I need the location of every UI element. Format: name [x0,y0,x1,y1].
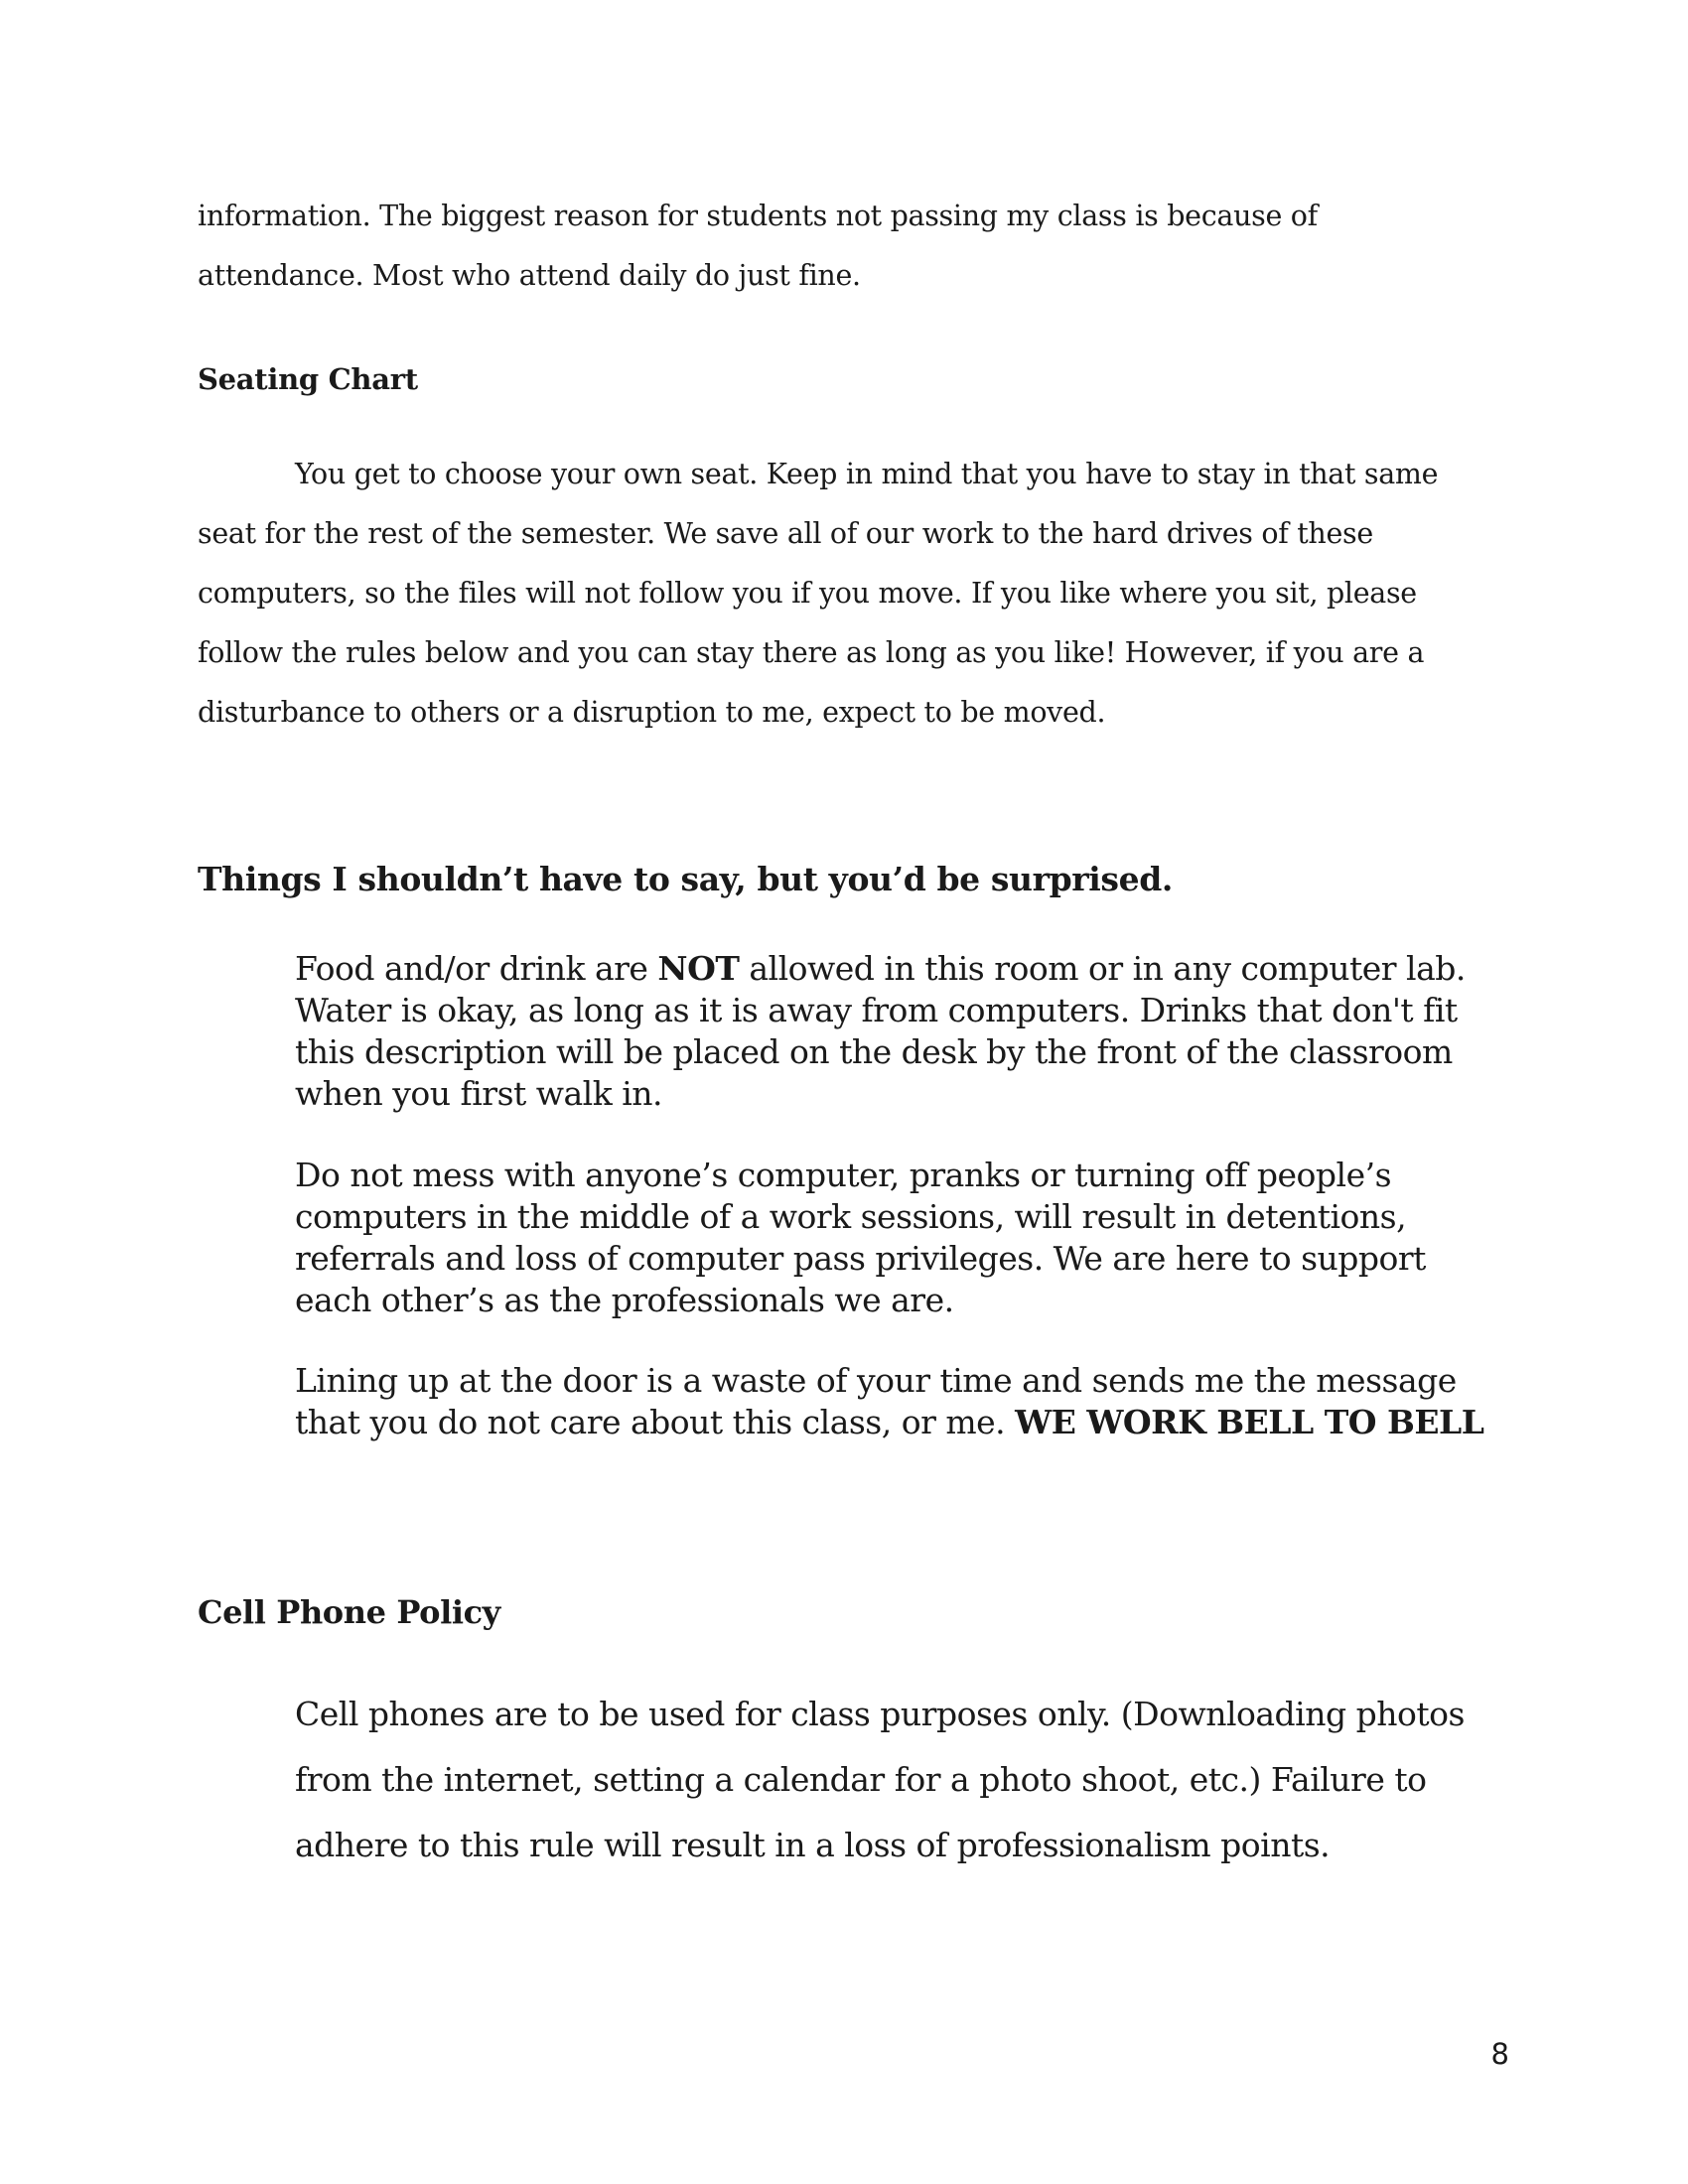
rule-computers: Do not mess with anyone’s computer, pranks or turning off people’s computers in the middle of a work sessions, will result in detentions, referrals and loss of computer pass privileges. We are here to support each other’s as the professionals we are. [295,1156,1426,1319]
seating-chart-paragraph: You get to choose your own seat. Keep in mind that you have to stay in that same seat for the rest of the semester. We save all of our work to the hard drives of these computers, so the files will not follow you if you move. If you like where you sit, please follow the rules below and you can stay there as long as you like! However, if you are a disturbance to others or a disruption to me, expect to be moved. [198,458,1439,729]
seating-chart-heading: Seating Chart [198,362,418,396]
rule-food-drink-text-after: allowed in this room or in any computer lab. Water is okay, as long as it is away from computers. Drinks that don't fit this description will be placed on the desk by the front of the classroom when you first walk in. [295,949,1466,1113]
cell-phone-heading: Cell Phone Policy [198,1593,500,1631]
rule-lining-up-text: Lining up at the door is a waste of your time and sends me the message that you do not care about this class, or me. [295,1361,1457,1441]
intro-paragraph: information. The biggest reason for students not passing my class is because of attendance. Most who attend daily do just fine. [198,200,1318,292]
rule-lining-up [295,1360,1491,1443]
cell-phone-paragraph: Cell phones are to be used for class purposes only. (Downloading photos from the internet, setting a calendar for a photo shoot, etc.) Failure to adhere to this rule will result in a loss of professionalism points. [295,1695,1465,1864]
things-heading: Things I shouldn’t have to say, but you’d be surprised. [198,860,1173,898]
rule-lining-up-emphasis: WE WORK BELL TO BELL [1015,1403,1484,1441]
rule-food-drink-emphasis: NOT [657,949,740,988]
rule-food-drink [295,948,1491,1115]
page-number: 8 [1490,2037,1509,2071]
rule-food-drink-text-before: Food and/or drink are [295,949,658,988]
